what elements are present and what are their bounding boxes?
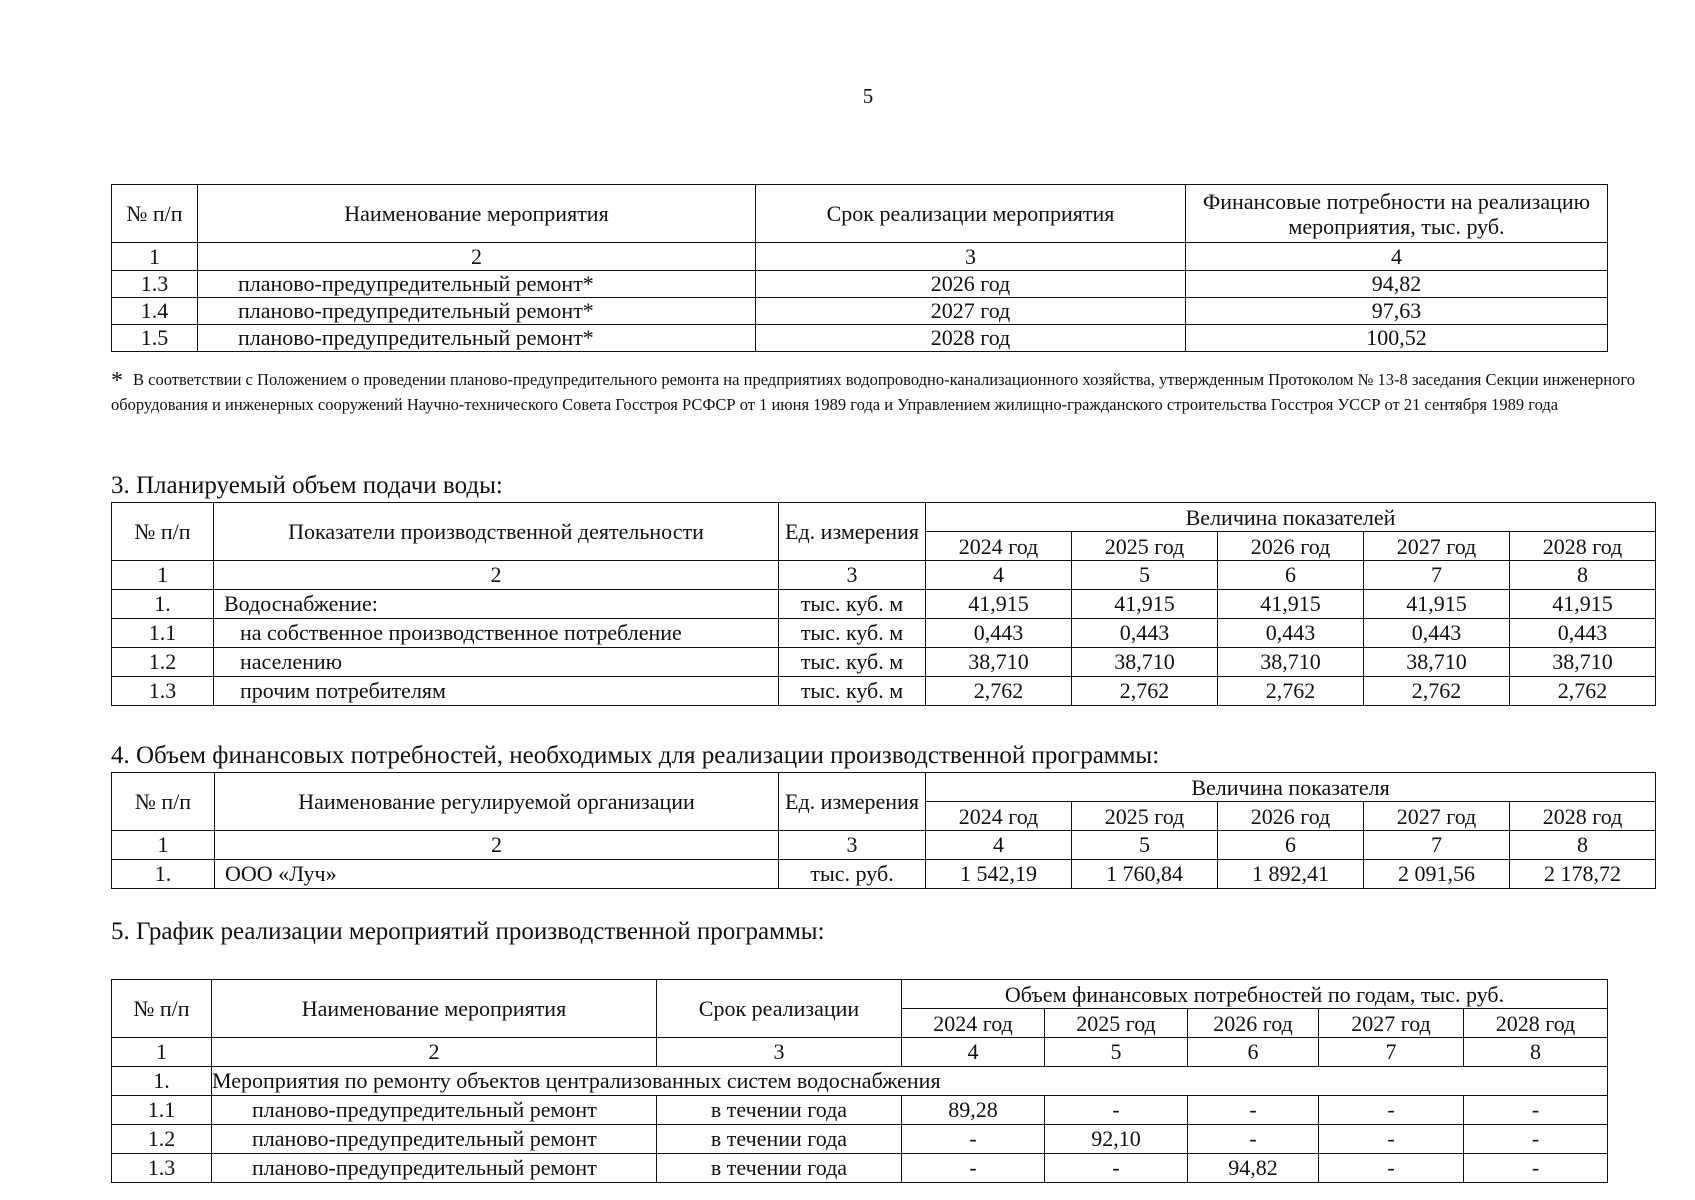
col-number: 1 [112, 243, 198, 271]
row-term: в течении года [657, 1125, 902, 1154]
row-value: 94,82 [1188, 1154, 1319, 1183]
group-row [112, 1067, 1608, 1096]
row-value: 1 760,84 [1072, 860, 1218, 889]
row-term: 2026 год [756, 271, 1186, 298]
footnote-mark: * [111, 368, 123, 394]
row-term: в течении года [657, 1154, 902, 1183]
header-year: 2027 год [1364, 532, 1510, 561]
row-value: 89,28 [902, 1096, 1045, 1125]
header-no: № п/п [112, 980, 212, 1038]
col-number: 4 [1186, 243, 1608, 271]
row-term: в течении года [657, 1096, 902, 1125]
header-term: Срок реализации [657, 980, 902, 1038]
col-number: 7 [1319, 1038, 1464, 1067]
header-year: 2026 год [1218, 532, 1364, 561]
col-number: 5 [1072, 561, 1218, 590]
table-row [112, 1096, 1608, 1125]
row-value: 2,762 [926, 677, 1072, 706]
row-organization: ООО «Луч» [215, 860, 779, 889]
header-year: 2028 год [1510, 802, 1656, 831]
group-no: 1. [112, 1067, 212, 1096]
header-financial-needs: Финансовые потребности на реализацию мероприятия, тыс. руб. [1186, 185, 1608, 243]
col-number: 1 [112, 561, 214, 590]
row-measure: планово-предупредительный ремонт* [198, 325, 756, 352]
header-year: 2024 год [902, 1009, 1045, 1038]
col-number: 4 [902, 1038, 1045, 1067]
row-unit: тыс. куб. м [779, 619, 926, 648]
row-indicator: прочим потребителям [214, 677, 779, 706]
row-amount: 94,82 [1186, 271, 1608, 298]
header-no: № п/п [112, 503, 214, 561]
col-number: 4 [926, 831, 1072, 860]
header-year: 2025 год [1072, 802, 1218, 831]
col-number: 2 [198, 243, 756, 271]
col-number: 7 [1364, 561, 1510, 590]
header-no: № п/п [112, 773, 215, 831]
row-indicator: Водоснабжение: [214, 590, 779, 619]
header-year: 2024 год [926, 532, 1072, 561]
row-no: 1. [112, 860, 215, 889]
water-supply-volume-table [111, 502, 1656, 706]
row-value: - [1319, 1096, 1464, 1125]
table-row [112, 860, 1656, 889]
row-value: - [902, 1154, 1045, 1183]
row-term: 2027 год [756, 298, 1186, 325]
row-value: 41,915 [1510, 590, 1656, 619]
header-unit: Ед. измерения [779, 773, 926, 831]
col-number: 3 [756, 243, 1186, 271]
header-unit: Ед. измерения [779, 503, 926, 561]
row-indicator: населению [214, 648, 779, 677]
footnote-text: В соответствии с Положением о проведении планово-предупредительного ремонта на предприятиях водопроводно-канализационного хозяйства, утвержденным Протоколом № 13-8 заседания Секции инженерного оборудования и инженерных сооружений Научно-технического Совета Госстроя РСФСР от 1 июня 1989 года и Управлением жилищно-гражданского строительства Госстроя УССР от 21 сентября 1989 года [111, 370, 1635, 414]
row-indicator: на собственное производственное потребление [214, 619, 779, 648]
row-value: - [902, 1125, 1045, 1154]
col-number: 6 [1188, 1038, 1319, 1067]
row-no: 1.2 [112, 648, 214, 677]
table-row [112, 590, 1656, 619]
col-number: 1 [112, 1038, 212, 1067]
row-value: - [1188, 1096, 1319, 1125]
row-value: 0,443 [1510, 619, 1656, 648]
header-year: 2028 год [1464, 1009, 1608, 1038]
row-value: 2,762 [1218, 677, 1364, 706]
row-value: 38,710 [1364, 648, 1510, 677]
header-year: 2025 год [1045, 1009, 1188, 1038]
header-values: Величина показателя [926, 773, 1656, 802]
col-number: 5 [1072, 831, 1218, 860]
row-no: 1.2 [112, 1125, 212, 1154]
table-row [112, 298, 1608, 325]
row-value: - [1045, 1154, 1188, 1183]
row-measure: планово-предупредительный ремонт [212, 1154, 657, 1183]
header-year: 2026 год [1188, 1009, 1319, 1038]
row-no: 1.1 [112, 1096, 212, 1125]
row-value: 0,443 [926, 619, 1072, 648]
table-row [112, 619, 1656, 648]
row-value: - [1319, 1125, 1464, 1154]
header-no: № п/п [112, 185, 198, 243]
row-unit: тыс. куб. м [779, 590, 926, 619]
header-indicators: Показатели производственной деятельности [214, 503, 779, 561]
row-value: 1 542,19 [926, 860, 1072, 889]
row-value: 2 091,56 [1364, 860, 1510, 889]
header-organization: Наименование регулируемой организации [215, 773, 779, 831]
row-value: 2 178,72 [1510, 860, 1656, 889]
header-measure-name: Наименование мероприятия [198, 185, 756, 243]
col-number: 3 [779, 831, 926, 860]
row-value: 2,762 [1510, 677, 1656, 706]
row-value: 2,762 [1364, 677, 1510, 706]
row-value: 92,10 [1045, 1125, 1188, 1154]
header-year: 2027 год [1364, 802, 1510, 831]
col-number: 6 [1218, 561, 1364, 590]
row-value: 38,710 [1072, 648, 1218, 677]
financial-needs-table [111, 772, 1656, 889]
row-no: 1.3 [112, 677, 214, 706]
col-number: 8 [1510, 561, 1656, 590]
col-number: 5 [1045, 1038, 1188, 1067]
row-value: 41,915 [926, 590, 1072, 619]
row-measure: планово-предупредительный ремонт* [198, 271, 756, 298]
table-row [112, 271, 1608, 298]
header-year: 2028 год [1510, 532, 1656, 561]
row-no: 1.1 [112, 619, 214, 648]
row-unit: тыс. куб. м [779, 677, 926, 706]
header-financial-by-year: Объем финансовых потребностей по годам, тыс. руб. [902, 980, 1608, 1009]
measures-table-continued [111, 184, 1608, 352]
row-value: - [1319, 1154, 1464, 1183]
col-number: 6 [1218, 831, 1364, 860]
row-value: 38,710 [1510, 648, 1656, 677]
row-value: 0,443 [1218, 619, 1364, 648]
header-values: Величина показателей [926, 503, 1656, 532]
row-value: 38,710 [1218, 648, 1364, 677]
row-measure: планово-предупредительный ремонт* [198, 298, 756, 325]
row-value: 38,710 [926, 648, 1072, 677]
page-number: 5 [862, 84, 874, 108]
col-number: 3 [657, 1038, 902, 1067]
row-value: 2,762 [1072, 677, 1218, 706]
header-year: 2025 год [1072, 532, 1218, 561]
table-row [112, 648, 1656, 677]
row-measure: планово-предупредительный ремонт [212, 1125, 657, 1154]
row-value: - [1464, 1154, 1608, 1183]
table-row [112, 677, 1656, 706]
col-number: 1 [112, 831, 215, 860]
implementation-schedule-table [111, 979, 1608, 1183]
row-value: - [1464, 1096, 1608, 1125]
row-value: 41,915 [1364, 590, 1510, 619]
row-unit: тыс. руб. [779, 860, 926, 889]
header-year: 2027 год [1319, 1009, 1464, 1038]
table-row [112, 325, 1608, 352]
row-no: 1.3 [112, 271, 198, 298]
col-number: 2 [214, 561, 779, 590]
row-value: 0,443 [1072, 619, 1218, 648]
row-value: 41,915 [1218, 590, 1364, 619]
header-year: 2026 год [1218, 802, 1364, 831]
row-no: 1. [112, 590, 214, 619]
section-3-title: 3. Планируемый объем подачи воды: [111, 472, 503, 499]
row-amount: 97,63 [1186, 298, 1608, 325]
header-term: Срок реализации мероприятия [756, 185, 1186, 243]
group-title: Мероприятия по ремонту объектов централизованных систем водоснабжения [212, 1067, 1608, 1096]
table-row [112, 1125, 1608, 1154]
col-number: 2 [212, 1038, 657, 1067]
col-number: 4 [926, 561, 1072, 590]
row-no: 1.3 [112, 1154, 212, 1183]
header-measure-name: Наименование мероприятия [212, 980, 657, 1038]
footnote [111, 368, 1635, 416]
row-unit: тыс. куб. м [779, 648, 926, 677]
row-term: 2028 год [756, 325, 1186, 352]
row-value: 0,443 [1364, 619, 1510, 648]
section-5-title: 5. График реализации мероприятий производственной программы: [111, 918, 825, 945]
table-row [112, 1154, 1608, 1183]
row-value: 1 892,41 [1218, 860, 1364, 889]
row-no: 1.4 [112, 298, 198, 325]
row-value: 41,915 [1072, 590, 1218, 619]
row-no: 1.5 [112, 325, 198, 352]
col-number: 8 [1464, 1038, 1608, 1067]
col-number: 7 [1364, 831, 1510, 860]
row-value: - [1188, 1125, 1319, 1154]
row-measure: планово-предупредительный ремонт [212, 1096, 657, 1125]
row-amount: 100,52 [1186, 325, 1608, 352]
col-number: 2 [215, 831, 779, 860]
row-value: - [1464, 1125, 1608, 1154]
row-value: - [1045, 1096, 1188, 1125]
col-number: 8 [1510, 831, 1656, 860]
col-number: 3 [779, 561, 926, 590]
section-4-title: 4. Объем финансовых потребностей, необходимых для реализации производственной программы: [111, 742, 1160, 769]
header-year: 2024 год [926, 802, 1072, 831]
